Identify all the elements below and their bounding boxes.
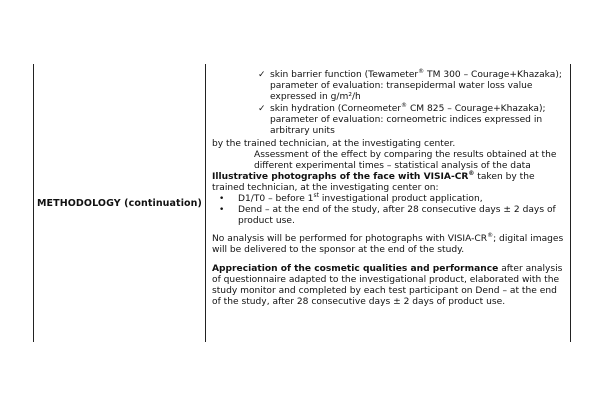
- content-cell: [212, 67, 566, 308]
- table-border-middle: [205, 64, 206, 342]
- bullet-icon: •: [219, 205, 225, 216]
- label-cell: [34, 64, 205, 342]
- technician-line: by the trained technician, at the investigating center.: [212, 138, 456, 149]
- bullet-item-d1: • D1/T0 – before 1st investigational product application,: [219, 192, 483, 205]
- assessment-text: Assessment of the effect by comparing the results obtained at the different experimental times – statistical analysis of the data: [254, 149, 557, 171]
- check-item-barrier: ✓ skin barrier function (Tewameter® TM 300 – Courage+Khazaka); parameter of evaluation: transepidermal water loss value expressed in g/m²/h: [258, 67, 562, 103]
- bullet-icon: •: [219, 194, 225, 205]
- checkmark-icon: ✓: [258, 70, 266, 80]
- no-analysis-text: No analysis will be performed for photographs with VISIA-CR®; digital images will be delivered to the sponsor at the end of the study.: [212, 232, 564, 256]
- check-item-hydration: ✓ skin hydration (Corneometer® CM 825 – Courage+Khazaka); parameter of evaluation: corneometric indices expressed in arbitrary units: [258, 102, 546, 137]
- table-border-right: [570, 64, 571, 342]
- checkmark-icon: ✓: [258, 104, 266, 115]
- check-list: [212, 67, 566, 138]
- bullet-item-dend: • Dend – at the end of the study, after 28 consecutive days ± 2 days of product use.: [219, 205, 556, 227]
- row-label: METHODOLOGY (continuation): [36, 197, 202, 209]
- appreciation-text: Appreciation of the cosmetic qualities and performance after analysis of questionnaire adapted to the investigational product, elaborated with the study monitor and completed by each test participant on Dend – at the end of the study, after 28 consecutive days ± 2 days of product use.: [212, 263, 563, 307]
- photo-paragraph: Illustrative photographs of the face with VISIA-CR® taken by the trained technician, at the investigating center on:: [212, 169, 535, 193]
- bullet-list: [212, 194, 566, 227]
